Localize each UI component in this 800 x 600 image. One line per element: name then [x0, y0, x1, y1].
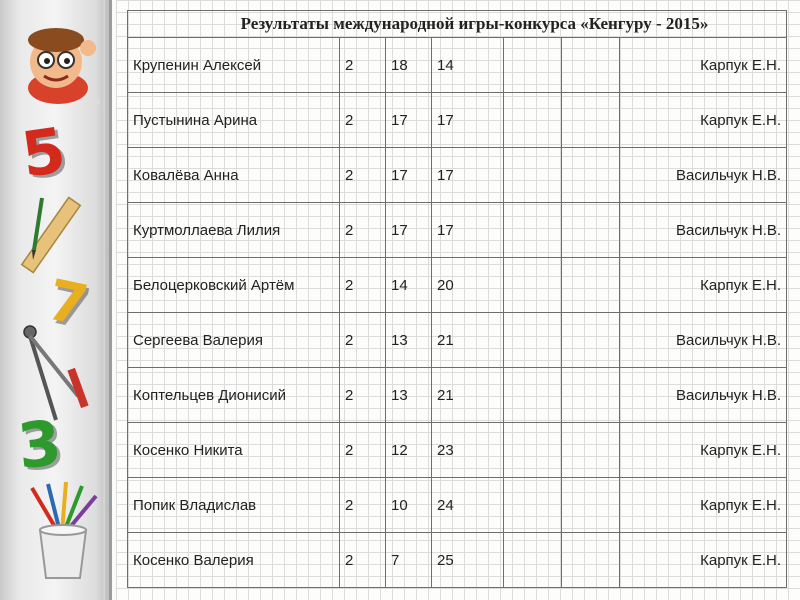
place-cell: 10	[386, 478, 432, 533]
table-row	[128, 258, 787, 313]
table-row	[128, 203, 787, 258]
teacher-cell: Васильчук Н.В.	[620, 148, 787, 203]
score-cell: 20	[432, 258, 504, 313]
digit-three-decoration: 3	[14, 405, 65, 484]
ruler-pencil-icon	[14, 190, 100, 276]
empty-cell	[562, 313, 620, 368]
class-cell: 2	[340, 148, 386, 203]
empty-cell	[562, 368, 620, 423]
empty-cell	[504, 258, 562, 313]
student-name: Косенко Никита	[128, 423, 340, 478]
place-cell: 17	[386, 203, 432, 258]
student-name: Коптельцев Дионисий	[128, 368, 340, 423]
class-cell: 2	[340, 533, 386, 588]
student-name: Куртмоллаева Лилия	[128, 203, 340, 258]
teacher-cell: Карпук Е.Н.	[620, 258, 787, 313]
student-name: Пустынина Арина	[128, 93, 340, 148]
teacher-cell: Карпук Е.Н.	[620, 38, 787, 93]
score-cell: 21	[432, 368, 504, 423]
table-row	[128, 93, 787, 148]
table-row	[128, 533, 787, 588]
place-cell: 13	[386, 368, 432, 423]
score-cell: 17	[432, 148, 504, 203]
results-table	[127, 10, 787, 588]
score-cell: 17	[432, 93, 504, 148]
place-cell: 18	[386, 38, 432, 93]
place-cell: 17	[386, 93, 432, 148]
table-row	[128, 423, 787, 478]
teacher-cell: Карпук Е.Н.	[620, 533, 787, 588]
empty-cell	[562, 38, 620, 93]
digit-five-decoration: 5	[17, 113, 70, 192]
class-cell: 2	[340, 203, 386, 258]
empty-cell	[504, 423, 562, 478]
table-row	[128, 368, 787, 423]
teacher-cell: Карпук Е.Н.	[620, 93, 787, 148]
class-cell: 2	[340, 478, 386, 533]
class-cell: 2	[340, 93, 386, 148]
decorative-sidebar	[0, 0, 112, 600]
score-cell: 21	[432, 313, 504, 368]
place-cell: 14	[386, 258, 432, 313]
student-name: Ковалёва Анна	[128, 148, 340, 203]
table-title-row	[128, 11, 787, 38]
teacher-cell: Карпук Е.Н.	[620, 478, 787, 533]
class-cell: 2	[340, 313, 386, 368]
teacher-cell: Васильчук Н.В.	[620, 368, 787, 423]
student-name: Крупенин Алексей	[128, 38, 340, 93]
empty-cell	[562, 148, 620, 203]
empty-cell	[562, 478, 620, 533]
empty-cell	[504, 368, 562, 423]
place-cell: 12	[386, 423, 432, 478]
student-name: Белоцерковский Артём	[128, 258, 340, 313]
class-cell: 2	[340, 38, 386, 93]
table-row	[128, 148, 787, 203]
score-cell: 24	[432, 478, 504, 533]
score-cell: 14	[432, 38, 504, 93]
teacher-cell: Васильчук Н.В.	[620, 203, 787, 258]
place-cell: 13	[386, 313, 432, 368]
class-cell: 2	[340, 368, 386, 423]
digit-seven-decoration: 7	[41, 267, 94, 340]
empty-cell	[504, 38, 562, 93]
empty-cell	[562, 93, 620, 148]
class-cell: 2	[340, 423, 386, 478]
empty-cell	[504, 478, 562, 533]
class-cell: 2	[340, 258, 386, 313]
score-cell: 25	[432, 533, 504, 588]
teacher-cell: Карпук Е.Н.	[620, 423, 787, 478]
empty-cell	[504, 203, 562, 258]
student-name: Попик Владислав	[128, 478, 340, 533]
table-row	[128, 313, 787, 368]
table-row	[128, 38, 787, 93]
empty-cell	[562, 203, 620, 258]
empty-cell	[562, 423, 620, 478]
empty-cell	[504, 148, 562, 203]
place-cell: 7	[386, 533, 432, 588]
empty-cell	[504, 313, 562, 368]
empty-cell	[562, 258, 620, 313]
score-cell: 23	[432, 423, 504, 478]
table-row	[128, 478, 787, 533]
table-title: Результаты международной игры-конкурса «Кенгуру - 2015»	[128, 11, 787, 38]
pencil-cup-icon	[18, 482, 104, 582]
empty-cell	[504, 533, 562, 588]
score-cell: 17	[432, 203, 504, 258]
cartoon-character-icon	[12, 18, 104, 106]
place-cell: 17	[386, 148, 432, 203]
teacher-cell: Васильчук Н.В.	[620, 313, 787, 368]
empty-cell	[504, 93, 562, 148]
empty-cell	[562, 533, 620, 588]
student-name: Косенко Валерия	[128, 533, 340, 588]
student-name: Сергеева Валерия	[128, 313, 340, 368]
